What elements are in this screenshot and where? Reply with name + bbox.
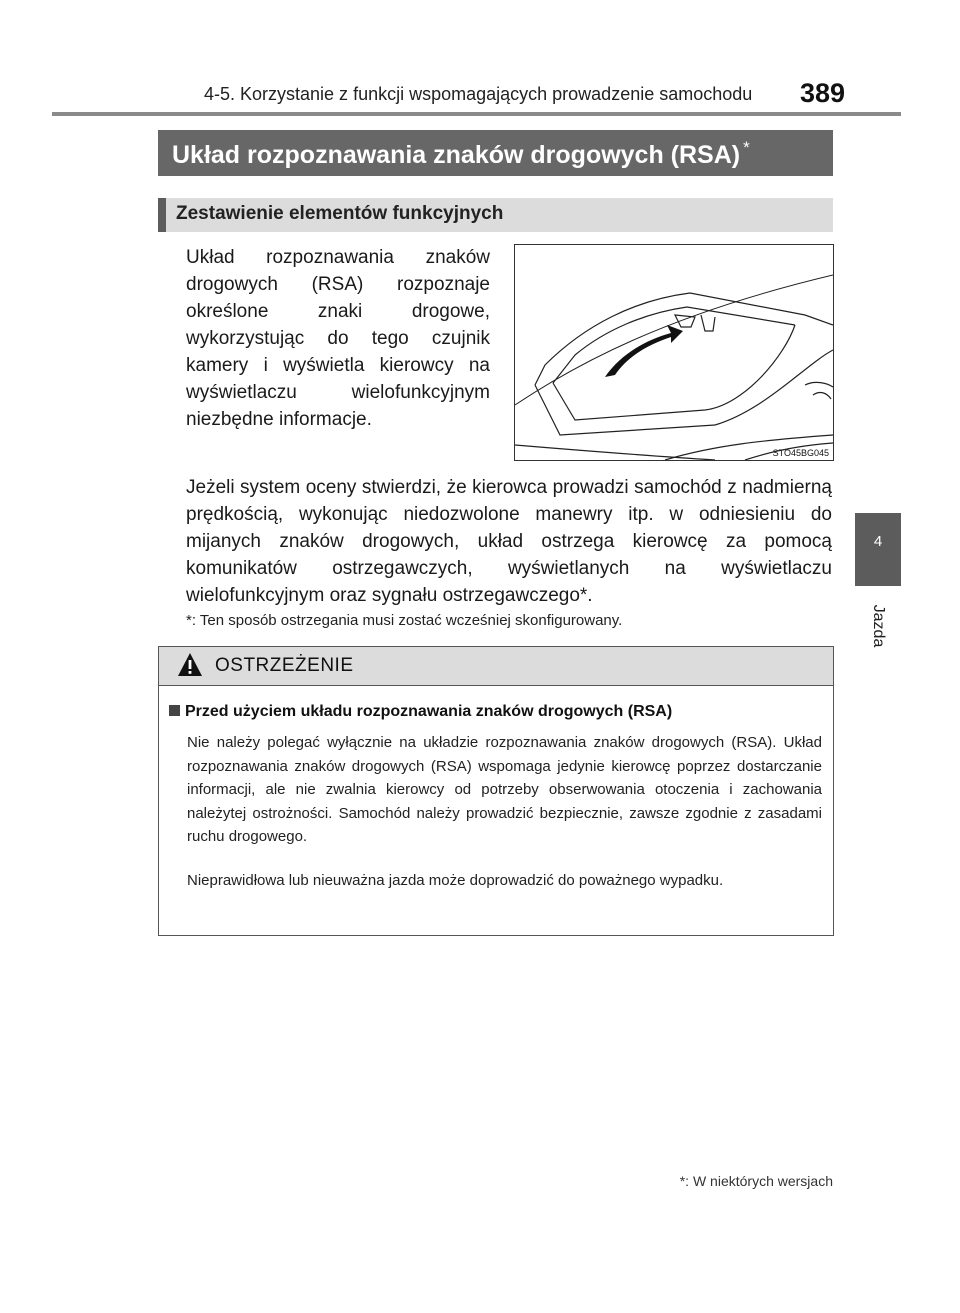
header-title: 4-5. Korzystanie z funkcji wspomagających prowadzenie samochodu xyxy=(204,84,753,104)
illustration-code: STO45BG045 xyxy=(772,448,829,458)
section-asterisk: * xyxy=(743,138,750,157)
subsection-title: Zestawienie elementów funkcyjnych xyxy=(176,203,504,224)
page-number: 389 xyxy=(800,78,846,108)
header-rule xyxy=(52,112,901,116)
main-paragraph: Jeżeli system oceny stwierdzi, że kierowca prowadzi samochód z nadmierną prędkością, wykonując niedozwolone manewry itp. w odniesieniu do mijanych znaków drogowych, układ ostrzega kierowcę za pomocą komunikatów ostrzegawczych, wyświetlanych na wyświetlaczu wielofunkcyjnym oraz sygnału ostrzegawczego*. xyxy=(186,477,832,606)
section-banner xyxy=(158,130,833,176)
section-title: Układ rozpoznawania znaków drogowych (RSA) xyxy=(172,141,741,169)
warning-item-title-text: Przed użyciem układu rozpoznawania znaków drogowych (RSA) xyxy=(185,703,673,720)
section-title-wrap xyxy=(172,138,750,170)
warning-triangle-icon xyxy=(177,652,203,678)
warning-box xyxy=(158,646,834,936)
chapter-label-text: Jazda xyxy=(870,604,887,648)
subsection-bar xyxy=(158,198,833,232)
warning-paragraph-1: Nie należy polegać wyłącznie na układzie rozpoznawania znaków drogowych (RSA). Układ rozpoznawania znaków drogowych (RSA) wspomaga jedynie kierowcę poprzez dostarczanie informacji, ale nie zwalnia kierowcy od potrzeby obserwowania otoczenia i zachowania należytej ostrożności. Samochód należy prowadzić bezpiecznie, zawsze zgodnie z zasadami ruchu drogowego. xyxy=(187,734,822,845)
warning-item-title xyxy=(169,703,824,721)
square-bullet-icon xyxy=(169,705,180,716)
intro-paragraph: Układ rozpoznawania znaków drogowych (RSA) rozpoznaje określone znaki drogowe, wykorzystując do tego czujnik kamery i wyświetla kierowcy na wyświetlaczu wielofunkcyjnym niezbędne informacje. xyxy=(186,247,490,430)
chapter-tab-number: 4 xyxy=(873,533,883,550)
windshield-drawing xyxy=(515,245,833,460)
note-text: *: Ten sposób ostrzegania musi zostać wcześniej skonfigurowany. xyxy=(186,612,623,629)
warning-title: OSTRZEŻENIE xyxy=(215,655,354,676)
chapter-tab xyxy=(855,513,901,586)
warning-paragraph-2: Nieprawidłowa lub nieuważna jazda może doprowadzić do poważnego wypadku. xyxy=(187,872,724,889)
windshield-camera-illustration xyxy=(514,244,834,461)
footnote: *: W niektórych wersjach xyxy=(679,1173,833,1189)
chapter-label xyxy=(866,597,890,657)
warning-header xyxy=(159,647,833,686)
